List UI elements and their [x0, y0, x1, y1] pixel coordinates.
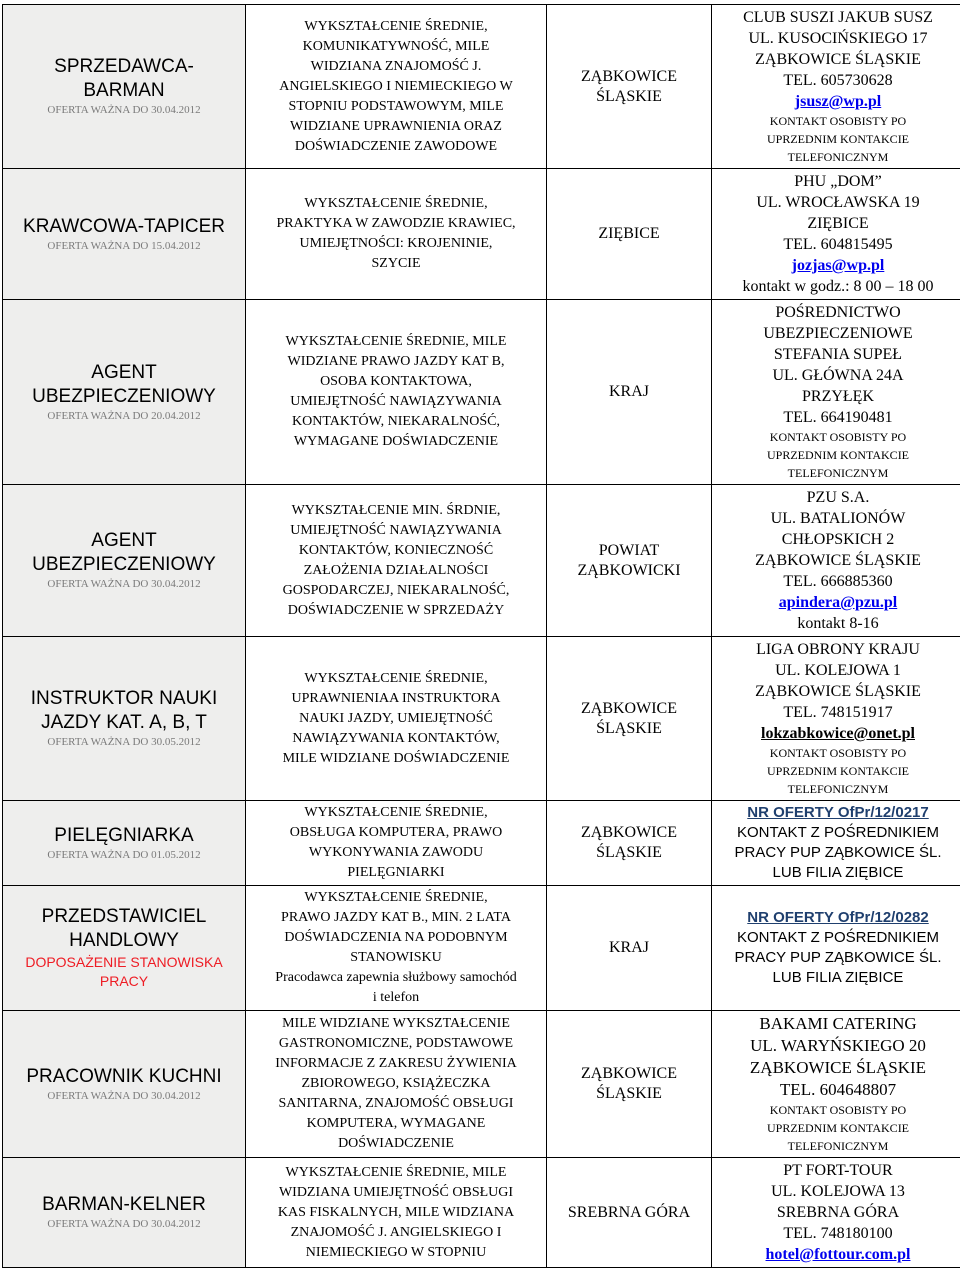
- location-text: ZĄBKOWICE: [550, 699, 708, 719]
- contact-note: TELEFONICZNYM: [715, 464, 960, 482]
- requirement-line: OBSŁUGA KOMPUTERA, PRAWO: [249, 823, 543, 843]
- contact-phone: TEL. 605730628: [715, 70, 960, 91]
- contact-address: UL. KOLEJOWA 1: [715, 660, 960, 681]
- requirement-line: MILE WIDZIANE DOŚWIADCZENIE: [249, 749, 543, 769]
- employer-name: PT FORT-TOUR: [715, 1160, 960, 1181]
- contact-phone: TEL. 748180100: [715, 1223, 960, 1244]
- requirements-cell: [246, 1158, 547, 1268]
- contact-note: KONTAKT OSOBISTY PO: [715, 112, 960, 130]
- contact-note: PRACY PUP ZĄBKOWICE ŚL.: [715, 843, 960, 863]
- requirement-line: ANGIELSKIEGO I NIEMIECKIEGO W: [249, 77, 543, 97]
- requirement-line: ZBIOROWEGO, KSIĄŻECZKA: [249, 1074, 543, 1094]
- position-cell: [3, 1011, 246, 1158]
- requirement-line: UPRAWNIENIAA INSTRUKTORA: [249, 689, 543, 709]
- table-row: [3, 485, 960, 637]
- contact-address: UL. BATALIONÓW: [715, 508, 960, 529]
- contact-note: LUB FILIA ZIĘBICE: [715, 863, 960, 883]
- contact-cell: [712, 1158, 960, 1268]
- requirement-line: GOSPODARCZEJ, NIEKARALNOŚĆ,: [249, 581, 543, 601]
- requirement-line: ZNAJOMOŚĆ J. ANGIELSKIEGO I: [249, 1223, 543, 1243]
- requirements-cell: [246, 637, 547, 801]
- offer-number: NR OFERTY OfPr/12/0217: [715, 803, 960, 823]
- position-cell: [3, 1158, 246, 1268]
- contact-note: UPRZEDNIM KONTAKCIE: [715, 446, 960, 464]
- requirement-line: UMIEJĘTNOŚCI: KROJENINIE,: [249, 234, 543, 254]
- requirement-line: WYMAGANE DOŚWIADCZENIE: [249, 432, 543, 452]
- requirement-line: SANITARNA, ZNAJOMOŚĆ OBSŁUGI: [249, 1094, 543, 1114]
- validity-date: OFERTA WAŻNA DO 30.04.2012: [6, 577, 242, 592]
- location-text: ZĄBKOWICKI: [550, 561, 708, 581]
- contact-note: KONTAKT Z POŚREDNIKIEM: [715, 928, 960, 948]
- location-cell: [547, 485, 712, 637]
- location-text: POWIAT: [550, 541, 708, 561]
- requirement-line: PRAKTYKA W ZAWODZIE KRAWIEC,: [249, 214, 543, 234]
- contact-phone: TEL. 748151917: [715, 702, 960, 723]
- requirement-line: GASTRONOMICZNE, PODSTAWOWE: [249, 1034, 543, 1054]
- position-cell: [3, 886, 246, 1011]
- requirement-line: KOMPUTERA, WYMAGANE: [249, 1114, 543, 1134]
- location-text: ŚLĄSKIE: [550, 1084, 708, 1104]
- position-cell: [3, 637, 246, 801]
- table-row: [3, 637, 960, 801]
- employer-name: CLUB SUSZI JAKUB SUSZ: [715, 7, 960, 28]
- requirement-line: WYKONYWANIA ZAWODU: [249, 843, 543, 863]
- validity-date: OFERTA WAŻNA DO 30.04.2012: [6, 103, 242, 118]
- contact-cell: [712, 886, 960, 1011]
- requirements-cell: [246, 169, 547, 300]
- contact-cell: [712, 801, 960, 886]
- contact-address: UL. KUSOCIŃSKIEGO 17: [715, 28, 960, 49]
- validity-date: OFERTA WAŻNA DO 30.04.2012: [6, 1089, 242, 1104]
- contact-city: PRZYŁĘK: [715, 386, 960, 407]
- contact-address: UL. WROCŁAWSKA 19: [715, 192, 960, 213]
- requirement-line: WIDZIANE UPRAWNIENIA ORAZ: [249, 117, 543, 137]
- validity-date: OFERTA WAŻNA DO 20.04.2012: [6, 409, 242, 424]
- requirement-line: WIDZIANE PRAWO JAZDY KAT B,: [249, 352, 543, 372]
- contact-phone: TEL. 604648807: [715, 1079, 960, 1101]
- position-title: BARMAN-KELNER: [6, 1193, 242, 1217]
- position-cell: [3, 300, 246, 485]
- contact-note: UPRZEDNIM KONTAKCIE: [715, 1119, 960, 1137]
- location-cell: [547, 1011, 712, 1158]
- location-cell: [547, 5, 712, 169]
- location-cell: [547, 300, 712, 485]
- requirements-cell: [246, 886, 547, 1011]
- position-title: PRACOWNIK KUCHNI: [6, 1065, 242, 1089]
- requirement-line: KAS FISKALNYCH, MILE WIDZIANA: [249, 1203, 543, 1223]
- employer-name: POŚREDNICTWO: [715, 302, 960, 323]
- requirement-line: i telefon: [249, 988, 543, 1008]
- employer-name: UBEZPIECZENIOWE: [715, 323, 960, 344]
- requirement-line: WIDZIANA UMIEJĘTNOŚĆ OBSŁUGI: [249, 1183, 543, 1203]
- table-row: [3, 300, 960, 485]
- requirement-line: DOŚWIADCZENIE: [249, 1134, 543, 1154]
- contact-city: ZĄBKOWICE ŚLĄSKIE: [715, 550, 960, 571]
- table-row: [3, 169, 960, 300]
- position-title: UBEZPIECZENIOWY: [6, 385, 242, 409]
- position-cell: [3, 801, 246, 886]
- requirement-line: WYKSZTAŁCENIE ŚREDNIE,: [249, 888, 543, 908]
- contact-city: ZĄBKOWICE ŚLĄSKIE: [715, 49, 960, 70]
- requirement-line: NIEMIECKIEGO W STOPNIU: [249, 1243, 543, 1263]
- requirement-line: WYKSZTAŁCENIE ŚREDNIE, MILE: [249, 1163, 543, 1183]
- location-text: ZĄBKOWICE: [550, 823, 708, 843]
- requirement-line: Pracodawca zapewnia służbowy samochód: [249, 968, 543, 988]
- contact-cell: [712, 485, 960, 637]
- contact-note: KONTAKT OSOBISTY PO: [715, 1101, 960, 1119]
- location-text: ŚLĄSKIE: [550, 719, 708, 739]
- employer-name: BAKAMI CATERING: [715, 1013, 960, 1035]
- offer-number: NR OFERTY OfPr/12/0282: [715, 908, 960, 928]
- contact-note: KONTAKT OSOBISTY PO: [715, 428, 960, 446]
- subsidy-note: DOPOSAŻENIE STANOWISKA: [6, 953, 242, 972]
- contact-note: UPRZEDNIM KONTAKCIE: [715, 762, 960, 780]
- validity-date: OFERTA WAŻNA DO 30.04.2012: [6, 1217, 242, 1232]
- contact-cell: [712, 637, 960, 801]
- contact-note: UPRZEDNIM KONTAKCIE: [715, 130, 960, 148]
- contact-cell: [712, 300, 960, 485]
- location-text: ZIĘBICE: [550, 224, 708, 244]
- contact-address: UL. GŁÓWNA 24A: [715, 365, 960, 386]
- requirement-line: KOMUNIKATYWNOŚĆ, MILE: [249, 37, 543, 57]
- requirement-line: OSOBA KONTAKTOWA,: [249, 372, 543, 392]
- requirement-line: PRAWO JAZDY KAT B., MIN. 2 LATA: [249, 908, 543, 928]
- position-cell: [3, 5, 246, 169]
- requirement-line: WYKSZTAŁCENIE MIN. ŚRDNIE,: [249, 501, 543, 521]
- position-title: INSTRUKTOR NAUKI: [6, 687, 242, 711]
- location-cell: [547, 637, 712, 801]
- table-row: [3, 886, 960, 1011]
- location-text: ŚLĄSKIE: [550, 87, 708, 107]
- requirement-line: WYKSZTAŁCENIE ŚREDNIE,: [249, 803, 543, 823]
- table-row: [3, 1158, 960, 1268]
- employer-name: PZU S.A.: [715, 487, 960, 508]
- email-link[interactable]: jsusz@wp.pl: [795, 93, 881, 110]
- position-title: KRAWCOWA-TAPICER: [6, 215, 242, 239]
- location-text: ZĄBKOWICE: [550, 67, 708, 87]
- position-title: HANDLOWY: [6, 929, 242, 953]
- position-title: JAZDY KAT. A, B, T: [6, 711, 242, 735]
- location-text: ZĄBKOWICE: [550, 1064, 708, 1084]
- validity-date: OFERTA WAŻNA DO 30.05.2012: [6, 735, 242, 750]
- validity-date: OFERTA WAŻNA DO 01.05.2012: [6, 848, 242, 863]
- requirements-cell: [246, 801, 547, 886]
- requirement-line: KONTAKTÓW, KONIECZNOŚĆ: [249, 541, 543, 561]
- location-cell: [547, 801, 712, 886]
- requirement-line: WIDZIANA ZNAJOMOŚĆ J.: [249, 57, 543, 77]
- requirement-line: NAWIĄZYWANIA KONTAKTÓW,: [249, 729, 543, 749]
- requirement-line: SZYCIE: [249, 254, 543, 274]
- requirement-line: WYKSZTAŁCENIE ŚREDNIE,: [249, 17, 543, 37]
- contact-note: TELEFONICZNYM: [715, 1137, 960, 1155]
- contact-note: TELEFONICZNYM: [715, 780, 960, 798]
- contact-city: ZĄBKOWICE ŚLĄSKIE: [715, 1057, 960, 1079]
- position-title: UBEZPIECZENIOWY: [6, 553, 242, 577]
- table-row: [3, 1011, 960, 1158]
- contact-phone: TEL. 604815495: [715, 234, 960, 255]
- requirements-cell: [246, 5, 547, 169]
- contact-address: CHŁOPSKICH 2: [715, 529, 960, 550]
- email-link[interactable]: hotel@fottour.com.pl: [766, 1246, 911, 1263]
- contact-note: TELEFONICZNYM: [715, 148, 960, 166]
- contact-note: PRACY PUP ZĄBKOWICE ŚL.: [715, 948, 960, 968]
- contact-city: SREBRNA GÓRA: [715, 1202, 960, 1223]
- contact-note: KONTAKT OSOBISTY PO: [715, 744, 960, 762]
- contact-note: LUB FILIA ZIĘBICE: [715, 968, 960, 988]
- location-text: ŚLĄSKIE: [550, 843, 708, 863]
- job-offers-table: [2, 4, 960, 1268]
- requirement-line: UMIEJĘTNOŚĆ NAWIĄZYWANIA: [249, 521, 543, 541]
- requirement-line: ZAŁOŻENIA DZIAŁALNOŚCI: [249, 561, 543, 581]
- position-title: PRZEDSTAWICIEL: [6, 905, 242, 929]
- employer-name: LIGA OBRONY KRAJU: [715, 639, 960, 660]
- contact-note: kontakt 8-16: [715, 613, 960, 634]
- requirement-line: WYKSZTAŁCENIE ŚREDNIE,: [249, 194, 543, 214]
- table-row: [3, 801, 960, 886]
- requirement-line: WYKSZTAŁCENIE ŚREDNIE, MILE: [249, 332, 543, 352]
- position-title: SPRZEDAWCA-: [6, 55, 242, 79]
- requirements-cell: [246, 300, 547, 485]
- position-title: AGENT: [6, 361, 242, 385]
- email-link[interactable]: apindera@pzu.pl: [779, 594, 897, 611]
- contact-phone: TEL. 664190481: [715, 407, 960, 428]
- validity-date: OFERTA WAŻNA DO 15.04.2012: [6, 239, 242, 254]
- position-cell: [3, 485, 246, 637]
- employer-name: PHU „DOM”: [715, 171, 960, 192]
- contact-city: ZĄBKOWICE ŚLĄSKIE: [715, 681, 960, 702]
- contact-address: UL. WARYŃSKIEGO 20: [715, 1035, 960, 1057]
- requirement-line: DOŚWIADCZENIA NA PODOBNYM: [249, 928, 543, 948]
- contact-cell: [712, 5, 960, 169]
- requirements-cell: [246, 485, 547, 637]
- requirement-line: INFORMACJE Z ZAKRESU ŻYWIENIA: [249, 1054, 543, 1074]
- location-text: SREBRNA GÓRA: [550, 1203, 708, 1223]
- location-cell: [547, 169, 712, 300]
- requirement-line: MILE WIDZIANE WYKSZTAŁCENIE: [249, 1014, 543, 1034]
- location-text: KRAJ: [550, 938, 708, 958]
- contact-cell: [712, 169, 960, 300]
- requirement-line: PIELĘGNIARKI: [249, 863, 543, 883]
- table-row: [3, 5, 960, 169]
- requirement-line: KONTAKTÓW, NIEKARALNOŚĆ,: [249, 412, 543, 432]
- subsidy-note: PRACY: [6, 972, 242, 991]
- position-title: AGENT: [6, 529, 242, 553]
- employer-name: STEFANIA SUPEŁ: [715, 344, 960, 365]
- email-link[interactable]: jozjas@wp.pl: [792, 257, 885, 274]
- location-text: KRAJ: [550, 382, 708, 402]
- requirement-line: DOŚWIADCZENIE ZAWODOWE: [249, 137, 543, 157]
- requirements-cell: [246, 1011, 547, 1158]
- location-cell: [547, 1158, 712, 1268]
- contact-note: KONTAKT Z POŚREDNIKIEM: [715, 823, 960, 843]
- requirement-line: STOPNIU PODSTAWOWYM, MILE: [249, 97, 543, 117]
- contact-city: ZIĘBICE: [715, 213, 960, 234]
- requirement-line: WYKSZTAŁCENIE ŚREDNIE,: [249, 669, 543, 689]
- position-title: PIELĘGNIARKA: [6, 824, 242, 848]
- requirement-line: UMIEJĘTNOŚĆ NAWIĄZYWANIA: [249, 392, 543, 412]
- position-cell: [3, 169, 246, 300]
- contact-phone: TEL. 666885360: [715, 571, 960, 592]
- position-title: BARMAN: [6, 79, 242, 103]
- requirement-line: DOŚWIADCZENIE W SPRZEDAŻY: [249, 601, 543, 621]
- contact-cell: [712, 1011, 960, 1158]
- contact-address: UL. KOLEJOWA 13: [715, 1181, 960, 1202]
- requirement-line: STANOWISKU: [249, 948, 543, 968]
- location-cell: [547, 886, 712, 1011]
- email-link[interactable]: lokzabkowice@onet.pl: [761, 725, 915, 742]
- contact-note: kontakt w godz.: 8 00 – 18 00: [715, 276, 960, 297]
- requirement-line: NAUKI JAZDY, UMIEJĘTNOŚĆ: [249, 709, 543, 729]
